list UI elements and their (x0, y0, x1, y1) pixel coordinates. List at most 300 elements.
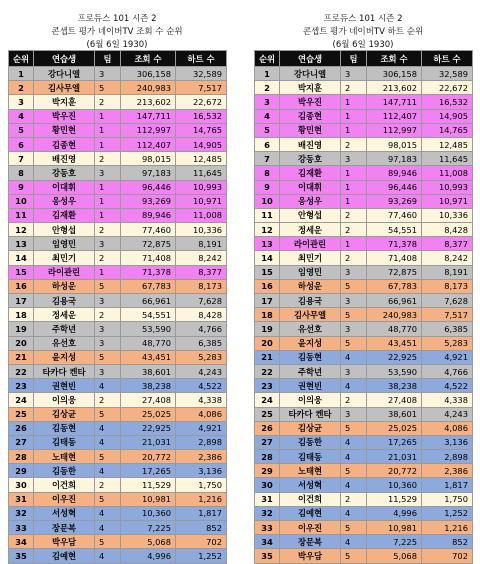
table-row (9, 478, 227, 492)
team-cell: 4 (95, 549, 121, 563)
rank-cell: 9 (9, 180, 34, 194)
team-cell: 3 (341, 364, 367, 378)
views-cell: 147,711 (367, 95, 422, 109)
hearts-cell: 3,136 (422, 435, 473, 449)
hearts-cell: 14,765 (422, 123, 473, 137)
team-cell: 4 (95, 506, 121, 520)
hearts-cell: 2,386 (422, 464, 473, 478)
hearts-cell: 8,173 (176, 279, 227, 293)
hearts-cell: 1,750 (176, 478, 227, 492)
views-cell: 10,360 (121, 506, 176, 520)
title-line-2: 콘셉트 평가 네이버TV 조회 수 순위 (51, 27, 183, 37)
trainee-name-cell: 노태현 (34, 450, 95, 464)
table-row (9, 180, 227, 194)
views-cell: 240,983 (367, 308, 422, 322)
table-row (9, 350, 227, 364)
hearts-cell: 11,645 (422, 152, 473, 166)
rank-cell: 17 (255, 294, 280, 308)
rank-cell: 23 (9, 379, 34, 393)
views-cell: 10,981 (121, 492, 176, 506)
table-row (255, 137, 473, 151)
views-cell: 48,770 (121, 336, 176, 350)
views-cell: 27,408 (367, 393, 422, 407)
rank-cell: 34 (255, 535, 280, 549)
trainee-name-cell: 이의웅 (34, 393, 95, 407)
hearts-cell: 702 (422, 549, 473, 563)
trainee-name-cell: 강동호 (280, 152, 341, 166)
hearts-cell: 14,765 (176, 123, 227, 137)
team-cell: 1 (341, 194, 367, 208)
views-cell: 4,996 (367, 506, 422, 520)
team-cell: 1 (341, 237, 367, 251)
table-row (9, 251, 227, 265)
rank-cell: 4 (255, 109, 280, 123)
hearts-cell: 14,905 (422, 109, 473, 123)
table-row (255, 535, 473, 549)
rank-cell: 3 (255, 95, 280, 109)
col-views-header: 조회 수 (121, 51, 176, 67)
rank-cell: 16 (255, 279, 280, 293)
views-cell: 7,225 (367, 535, 422, 549)
table-row (255, 180, 473, 194)
table-row (255, 123, 473, 137)
col-rank-header: 순위 (9, 51, 34, 67)
views-cell: 306,158 (367, 67, 422, 81)
hearts-cell: 4,921 (422, 350, 473, 364)
hearts-cell: 14,905 (176, 137, 227, 151)
table-row (9, 194, 227, 208)
table-row (9, 152, 227, 166)
team-cell: 3 (95, 322, 121, 336)
table-header-row (9, 51, 227, 67)
views-cell: 98,015 (121, 152, 176, 166)
views-cell: 67,783 (121, 279, 176, 293)
views-cell: 10,981 (367, 521, 422, 535)
col-team-header: 팀 (95, 51, 121, 67)
views-cell: 11,529 (121, 478, 176, 492)
hearts-cell: 11,645 (176, 166, 227, 180)
rank-cell: 21 (9, 350, 34, 364)
hearts-cell: 1,817 (176, 506, 227, 520)
trainee-name-cell: 강다니엘 (280, 67, 341, 81)
rank-cell: 8 (9, 166, 34, 180)
trainee-name-cell: 안형섭 (34, 223, 95, 237)
title-line-3: (6월 6일 1930) (86, 40, 148, 50)
team-cell: 2 (95, 223, 121, 237)
rank-cell: 27 (255, 435, 280, 449)
views-cell: 93,269 (367, 194, 422, 208)
table-row (255, 336, 473, 350)
hearts-cell: 4,086 (176, 407, 227, 421)
hearts-cell: 8,377 (176, 265, 227, 279)
rank-cell: 32 (255, 506, 280, 520)
table-row (255, 364, 473, 378)
hearts-cell: 4,338 (176, 393, 227, 407)
team-cell: 5 (95, 492, 121, 506)
rank-cell: 19 (9, 322, 34, 336)
table-row (255, 350, 473, 364)
rank-cell: 18 (255, 308, 280, 322)
table-row (255, 450, 473, 464)
table-row (9, 208, 227, 222)
hearts-cell: 4,921 (176, 421, 227, 435)
hearts-cell: 1,252 (176, 549, 227, 563)
title-line-2: 콘셉트 평가 네이버TV 하트 순위 (302, 27, 424, 37)
trainee-name-cell: 윤지성 (280, 336, 341, 350)
table-row (9, 223, 227, 237)
team-cell: 5 (341, 336, 367, 350)
rank-cell: 33 (9, 521, 34, 535)
rank-cell: 12 (9, 223, 34, 237)
trainee-name-cell: 박우진 (34, 109, 95, 123)
rank-cell: 31 (255, 492, 280, 506)
views-cell: 22,925 (367, 350, 422, 364)
trainee-name-cell: 박지훈 (280, 81, 341, 95)
table-row (255, 294, 473, 308)
hearts-cell: 4,766 (176, 322, 227, 336)
trainee-name-cell: 김상균 (34, 407, 95, 421)
team-cell: 1 (95, 109, 121, 123)
team-cell: 4 (341, 350, 367, 364)
rank-cell: 33 (255, 521, 280, 535)
team-cell: 4 (341, 478, 367, 492)
table-row (255, 152, 473, 166)
team-cell: 3 (341, 322, 367, 336)
table-row (9, 421, 227, 435)
table-row (9, 123, 227, 137)
trainee-name-cell: 황민현 (280, 123, 341, 137)
table-row (9, 492, 227, 506)
team-cell: 3 (95, 336, 121, 350)
hearts-cell: 8,173 (422, 279, 473, 293)
views-cell: 67,783 (367, 279, 422, 293)
views-cell: 21,031 (367, 450, 422, 464)
hearts-ranking-panel (254, 10, 472, 564)
views-cell: 27,408 (121, 393, 176, 407)
trainee-name-cell: 주학년 (280, 364, 341, 378)
table-row (255, 308, 473, 322)
hearts-cell: 16,532 (422, 95, 473, 109)
col-trainee-header: 연습생 (34, 51, 95, 67)
trainee-name-cell: 박우담 (34, 535, 95, 549)
rank-cell: 6 (9, 137, 34, 151)
views-cell: 17,265 (367, 435, 422, 449)
rank-cell: 6 (255, 137, 280, 151)
trainee-name-cell: 정세운 (280, 223, 341, 237)
rank-cell: 1 (255, 67, 280, 81)
rank-cell: 20 (255, 336, 280, 350)
hearts-cell: 8,191 (422, 265, 473, 279)
views-cell: 147,711 (121, 109, 176, 123)
rank-cell: 28 (255, 450, 280, 464)
views-cell: 38,238 (367, 379, 422, 393)
hearts-cell: 8,191 (176, 237, 227, 251)
hearts-cell: 4,243 (422, 407, 473, 421)
table-row (9, 393, 227, 407)
table-row (9, 506, 227, 520)
views-cell: 112,997 (121, 123, 176, 137)
rank-cell: 15 (9, 265, 34, 279)
views-cell: 48,770 (367, 322, 422, 336)
views-cell: 97,183 (121, 166, 176, 180)
trainee-name-cell: 서성혁 (34, 506, 95, 520)
views-cell: 17,265 (121, 464, 176, 478)
table-row (9, 521, 227, 535)
team-cell: 3 (341, 265, 367, 279)
trainee-name-cell: 타카다 켄타 (280, 407, 341, 421)
table-row (9, 450, 227, 464)
table-row (255, 407, 473, 421)
trainee-name-cell: 배진영 (280, 137, 341, 151)
trainee-name-cell: 타카다 켄타 (34, 364, 95, 378)
col-rank-header: 순위 (255, 51, 280, 67)
hearts-cell: 12,485 (422, 137, 473, 151)
views-cell: 213,602 (121, 95, 176, 109)
table-row (9, 364, 227, 378)
table-row (9, 279, 227, 293)
views-ranking-table (8, 50, 227, 564)
table-row (9, 237, 227, 251)
rank-cell: 30 (9, 478, 34, 492)
hearts-cell: 1,252 (422, 506, 473, 520)
trainee-name-cell: 임영민 (280, 265, 341, 279)
hearts-cell: 12,485 (176, 152, 227, 166)
views-cell: 10,360 (367, 478, 422, 492)
team-cell: 2 (341, 223, 367, 237)
hearts-cell: 10,971 (176, 194, 227, 208)
team-cell: 1 (95, 208, 121, 222)
rank-cell: 21 (255, 350, 280, 364)
trainee-name-cell: 이대휘 (280, 180, 341, 194)
rank-cell: 22 (255, 364, 280, 378)
views-cell: 38,601 (367, 407, 422, 421)
hearts-cell: 1,216 (176, 492, 227, 506)
team-cell: 1 (341, 123, 367, 137)
views-cell: 53,590 (121, 322, 176, 336)
hearts-cell: 8,242 (422, 251, 473, 265)
hearts-ranking-body (255, 67, 473, 564)
rank-cell: 7 (9, 152, 34, 166)
trainee-name-cell: 최민기 (34, 251, 95, 265)
rank-cell: 5 (9, 123, 34, 137)
hearts-cell: 11,008 (176, 208, 227, 222)
trainee-name-cell: 장문복 (34, 521, 95, 535)
rank-cell: 25 (9, 407, 34, 421)
rank-cell: 8 (255, 166, 280, 180)
team-cell: 4 (341, 435, 367, 449)
team-cell: 2 (95, 308, 121, 322)
team-cell: 3 (341, 407, 367, 421)
team-cell: 5 (95, 535, 121, 549)
views-cell: 112,407 (121, 137, 176, 151)
views-cell: 89,946 (121, 208, 176, 222)
rank-cell: 16 (9, 279, 34, 293)
trainee-name-cell: 김예현 (280, 506, 341, 520)
trainee-name-cell: 최민기 (280, 251, 341, 265)
table-row (9, 67, 227, 81)
views-cell: 112,997 (367, 123, 422, 137)
trainee-name-cell: 강다니엘 (34, 67, 95, 81)
views-cell: 77,460 (367, 208, 422, 222)
hearts-cell: 22,672 (422, 81, 473, 95)
rank-cell: 10 (255, 194, 280, 208)
trainee-name-cell: 옹성우 (34, 194, 95, 208)
views-cell: 5,068 (367, 549, 422, 563)
table-row (255, 393, 473, 407)
rank-cell: 13 (255, 237, 280, 251)
team-cell: 1 (341, 95, 367, 109)
table-row (255, 421, 473, 435)
table-row (9, 464, 227, 478)
team-cell: 1 (95, 265, 121, 279)
views-cell: 38,601 (121, 364, 176, 378)
team-cell: 4 (95, 435, 121, 449)
team-cell: 3 (95, 364, 121, 378)
trainee-name-cell: 권현빈 (280, 379, 341, 393)
trainee-name-cell: 이우진 (280, 521, 341, 535)
team-cell: 4 (95, 521, 121, 535)
rank-cell: 18 (9, 308, 34, 322)
hearts-cell: 2,386 (176, 450, 227, 464)
trainee-name-cell: 임영민 (34, 237, 95, 251)
hearts-cell: 4,338 (422, 393, 473, 407)
hearts-cell: 4,086 (422, 421, 473, 435)
trainee-name-cell: 하성운 (34, 279, 95, 293)
table-row (255, 95, 473, 109)
hearts-cell: 702 (176, 535, 227, 549)
rank-cell: 22 (9, 364, 34, 378)
trainee-name-cell: 김동한 (34, 464, 95, 478)
rank-cell: 25 (255, 407, 280, 421)
team-cell: 1 (341, 180, 367, 194)
table-row (255, 478, 473, 492)
rank-cell: 14 (9, 251, 34, 265)
hearts-cell: 3,136 (176, 464, 227, 478)
hearts-cell: 1,216 (422, 521, 473, 535)
hearts-cell: 8,377 (422, 237, 473, 251)
views-cell: 7,225 (121, 521, 176, 535)
table-row (255, 265, 473, 279)
team-cell: 5 (95, 279, 121, 293)
rank-cell: 11 (255, 208, 280, 222)
trainee-name-cell: 김종현 (34, 137, 95, 151)
hearts-cell: 7,628 (176, 294, 227, 308)
table-row (255, 237, 473, 251)
hearts-cell: 5,283 (176, 350, 227, 364)
team-cell: 1 (341, 109, 367, 123)
views-cell: 96,446 (367, 180, 422, 194)
trainee-name-cell: 김태동 (280, 450, 341, 464)
team-cell: 2 (341, 208, 367, 222)
table-row (9, 109, 227, 123)
table-row (255, 194, 473, 208)
rank-cell: 26 (255, 421, 280, 435)
hearts-cell: 8,428 (422, 223, 473, 237)
trainee-name-cell: 황민현 (34, 123, 95, 137)
rank-cell: 4 (9, 109, 34, 123)
views-cell: 43,451 (367, 336, 422, 350)
hearts-cell: 10,336 (422, 208, 473, 222)
rank-cell: 2 (255, 81, 280, 95)
hearts-cell: 4,522 (422, 379, 473, 393)
hearts-cell: 4,522 (176, 379, 227, 393)
views-cell: 72,875 (367, 265, 422, 279)
hearts-cell: 32,589 (176, 67, 227, 81)
hearts-cell: 7,517 (176, 81, 227, 95)
table-row (255, 464, 473, 478)
rank-cell: 32 (9, 506, 34, 520)
trainee-name-cell: 박우진 (280, 95, 341, 109)
table-row (9, 535, 227, 549)
col-hearts-header: 하트 수 (422, 51, 473, 67)
team-cell: 2 (341, 492, 367, 506)
rank-cell: 23 (255, 379, 280, 393)
views-cell: 20,772 (367, 464, 422, 478)
views-cell: 71,408 (121, 251, 176, 265)
views-cell: 20,772 (121, 450, 176, 464)
hearts-ranking-table (254, 50, 473, 564)
team-cell: 2 (341, 81, 367, 95)
views-cell: 43,451 (121, 350, 176, 364)
trainee-name-cell: 정세운 (34, 308, 95, 322)
trainee-name-cell: 노태현 (280, 464, 341, 478)
rank-cell: 13 (9, 237, 34, 251)
views-cell: 98,015 (367, 137, 422, 151)
table-row (255, 506, 473, 520)
team-cell: 4 (341, 506, 367, 520)
rank-cell: 34 (9, 535, 34, 549)
table-row (9, 95, 227, 109)
table-row (255, 322, 473, 336)
trainee-name-cell: 박우담 (280, 549, 341, 563)
trainee-name-cell: 박지훈 (34, 95, 95, 109)
trainee-name-cell: 권현빈 (34, 379, 95, 393)
team-cell: 2 (95, 152, 121, 166)
trainee-name-cell: 이우진 (34, 492, 95, 506)
views-cell: 77,460 (121, 223, 176, 237)
team-cell: 3 (95, 294, 121, 308)
hearts-cell: 32,589 (422, 67, 473, 81)
hearts-cell: 852 (422, 535, 473, 549)
team-cell: 1 (95, 194, 121, 208)
views-cell: 213,602 (367, 81, 422, 95)
table-row (9, 81, 227, 95)
hearts-cell: 5,283 (422, 336, 473, 350)
table-row (255, 435, 473, 449)
trainee-name-cell: 주학년 (34, 322, 95, 336)
team-cell: 4 (95, 464, 121, 478)
trainee-name-cell: 이대휘 (34, 180, 95, 194)
team-cell: 5 (95, 350, 121, 364)
team-cell: 2 (95, 478, 121, 492)
table-row (9, 407, 227, 421)
rank-cell: 19 (255, 322, 280, 336)
views-cell: 71,378 (367, 237, 422, 251)
views-cell: 97,183 (367, 152, 422, 166)
trainee-name-cell: 서성혁 (280, 478, 341, 492)
table-row (255, 67, 473, 81)
table-row (255, 279, 473, 293)
trainee-name-cell: 강동호 (34, 166, 95, 180)
team-cell: 2 (95, 95, 121, 109)
team-cell: 5 (341, 279, 367, 293)
table-row (255, 379, 473, 393)
trainee-name-cell: 김동현 (34, 421, 95, 435)
views-ranking-title (8, 10, 226, 50)
hearts-cell: 8,242 (176, 251, 227, 265)
table-row (255, 166, 473, 180)
views-cell: 54,551 (367, 223, 422, 237)
